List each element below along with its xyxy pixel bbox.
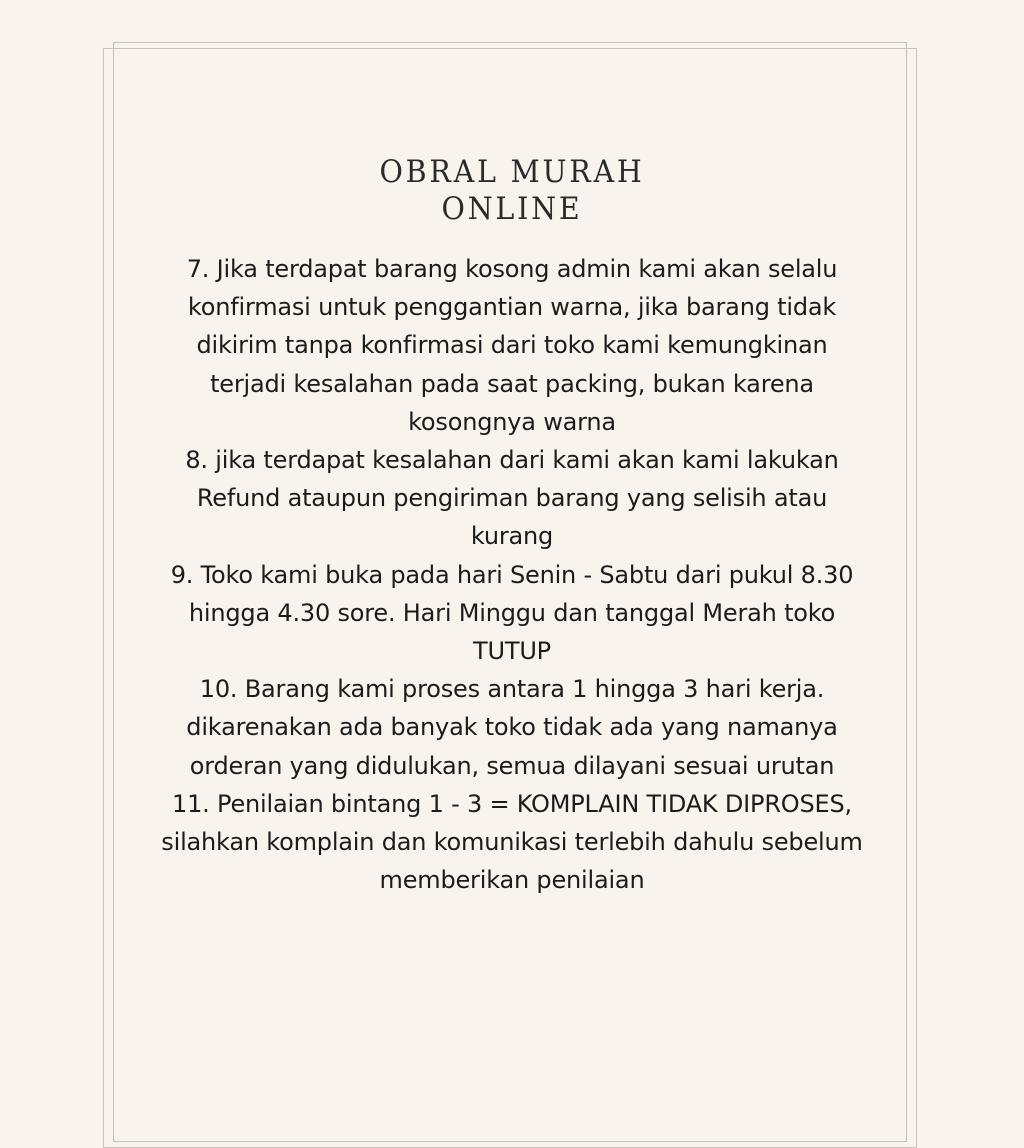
text-line: hingga 4.30 sore. Hari Minggu dan tanggal Merah toko [188, 598, 836, 627]
text-line: memberikan penilaian [379, 866, 645, 895]
text-line: 7. Jika terdapat barang kosong admin kami akan selalu [186, 255, 838, 283]
text-line: kosongnya warna [408, 407, 616, 436]
text-line: dikarenakan ada banyak toko tidak ada yang namanya [186, 713, 838, 742]
text-line: kurang [470, 522, 554, 551]
text-line: Refund ataupun pengiriman barang yang selisih atau [196, 484, 828, 513]
title-line-2: ONLINE [441, 190, 583, 227]
text-line: 9. Toko kami buka pada hari Senin - Sabtu dari pukul 8.30 [170, 560, 854, 589]
title-line-1: OBRAL MURAH [379, 153, 645, 190]
text-line: silahkan komplain dan komunikasi terlebih dahulu sebelum [161, 828, 863, 857]
text-line: 8. jika terdapat kesalahan dari kami akan kami lakukan [185, 446, 839, 475]
terms-text [112, 250, 912, 899]
text-line: dikirim tanpa konfirmasi dari toko kami kemungkinan [196, 331, 828, 360]
text-line: 10. Barang kami proses antara 1 hingga 3 hari kerja. [199, 675, 825, 704]
text-line: konfirmasi untuk penggantian warna, jika barang tidak [187, 293, 837, 322]
text-line: orderan yang didulukan, semua dilayani sesuai urutan [189, 751, 835, 780]
text-line: terjadi kesalahan pada saat packing, bukan karena [210, 369, 814, 398]
text-line: 11. Penilaian bintang 1 - 3 = KOMPLAIN TIDAK DIPROSES, [172, 789, 852, 818]
page-title [41, 154, 983, 228]
text-line: TUTUP [473, 637, 551, 666]
